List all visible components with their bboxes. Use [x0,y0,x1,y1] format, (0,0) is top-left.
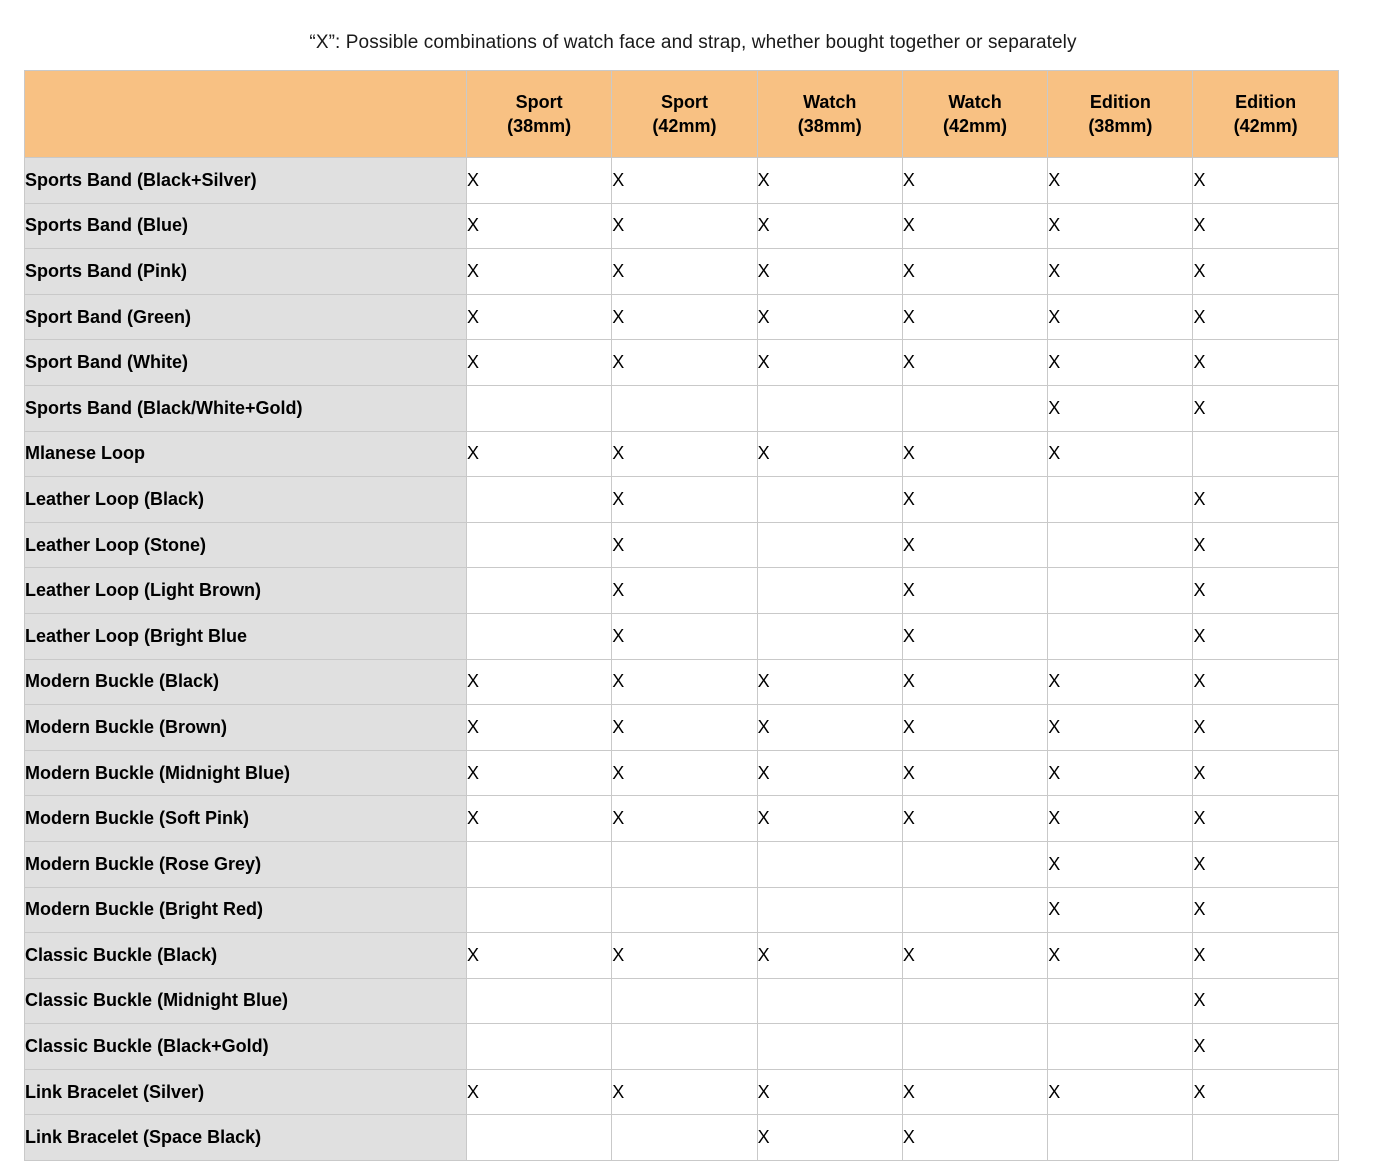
matrix-cell [612,1024,757,1070]
matrix-cell: X [1193,841,1338,887]
column-header-watch-38 [757,71,902,158]
table-row [25,978,1339,1024]
matrix-cell: X [467,933,612,979]
matrix-cell [612,841,757,887]
matrix-cell [467,522,612,568]
matrix-cell: X [757,158,902,204]
matrix-cell: X [1048,158,1193,204]
matrix-cell: X [902,431,1047,477]
matrix-table [24,70,1339,1161]
matrix-cell [467,477,612,523]
matrix-cell [612,978,757,1024]
table-row [25,1069,1339,1115]
table-row [25,340,1339,386]
row-header-label: Classic Buckle (Black+Gold) [25,1024,467,1070]
matrix-cell: X [1193,158,1338,204]
matrix-cell [1048,568,1193,614]
column-header-watch-42 [902,71,1047,158]
matrix-cell: X [757,705,902,751]
matrix-cell: X [1048,294,1193,340]
matrix-cell: X [902,522,1047,568]
page-title: “X”: Possible combinations of watch face and strap, whether bought together or separately [309,32,1077,53]
matrix-cell: X [467,796,612,842]
row-header-label: Sport Band (Green) [25,294,467,340]
row-header-label: Modern Buckle (Black) [25,659,467,705]
table-row [25,659,1339,705]
column-header-line2: (42mm) [1233,116,1298,136]
table-body [25,158,1339,1161]
matrix-cell [757,978,902,1024]
row-header-label: Leather Loop (Stone) [25,522,467,568]
matrix-cell: X [1193,1024,1338,1070]
compatibility-matrix [24,70,1362,1161]
matrix-cell: X [1048,431,1193,477]
matrix-cell: X [1048,887,1193,933]
matrix-cell: X [612,431,757,477]
matrix-cell [467,1024,612,1070]
matrix-cell: X [612,796,757,842]
matrix-cell: X [757,659,902,705]
matrix-cell: X [1193,887,1338,933]
matrix-cell [902,887,1047,933]
column-header-line2: (38mm) [797,116,862,136]
matrix-cell: X [1193,294,1338,340]
row-header-label: Leather Loop (Light Brown) [25,568,467,614]
matrix-cell [467,887,612,933]
matrix-cell: X [467,705,612,751]
table-row [25,613,1339,659]
column-header-line1: Watch [803,91,857,112]
column-header-line1: Sport [660,91,708,112]
table-row [25,1024,1339,1070]
row-header-label: Classic Buckle (Black) [25,933,467,979]
matrix-cell: X [612,340,757,386]
column-header-edition-42 [1193,71,1338,158]
matrix-cell [1048,1115,1193,1161]
matrix-cell: X [757,203,902,249]
matrix-cell: X [902,158,1047,204]
table-row [25,841,1339,887]
matrix-cell: X [612,249,757,295]
matrix-cell: X [902,294,1047,340]
matrix-cell: X [902,203,1047,249]
matrix-cell: X [467,431,612,477]
matrix-cell: X [1193,933,1338,979]
matrix-cell [757,887,902,933]
matrix-cell [467,1115,612,1161]
matrix-cell: X [1193,477,1338,523]
matrix-cell: X [1193,796,1338,842]
column-header-sport-38 [467,71,612,158]
matrix-cell: X [467,158,612,204]
matrix-cell: X [467,249,612,295]
matrix-cell [757,522,902,568]
row-header-label: Modern Buckle (Soft Pink) [25,796,467,842]
table-row [25,477,1339,523]
matrix-cell [902,385,1047,431]
matrix-cell: X [1193,613,1338,659]
table-row [25,887,1339,933]
matrix-cell: X [902,1115,1047,1161]
row-header-label: Modern Buckle (Rose Grey) [25,841,467,887]
matrix-cell: X [757,1069,902,1115]
matrix-cell [467,841,612,887]
matrix-cell: X [1048,705,1193,751]
matrix-cell: X [757,340,902,386]
matrix-cell: X [612,933,757,979]
row-header-label: Link Bracelet (Space Black) [25,1115,467,1161]
row-header-label: Modern Buckle (Midnight Blue) [25,750,467,796]
matrix-cell: X [902,477,1047,523]
table-row [25,294,1339,340]
matrix-cell: X [1193,340,1338,386]
matrix-cell: X [1193,705,1338,751]
matrix-cell: X [467,659,612,705]
column-header-line2: (42mm) [943,116,1008,136]
matrix-cell [902,978,1047,1024]
matrix-cell [757,841,902,887]
matrix-cell [757,477,902,523]
matrix-cell: X [757,431,902,477]
matrix-cell: X [1193,659,1338,705]
matrix-cell: X [902,568,1047,614]
matrix-cell: X [1048,340,1193,386]
matrix-cell: X [612,203,757,249]
column-header-line1: Watch [948,91,1002,112]
matrix-cell: X [1193,249,1338,295]
row-header-label: Modern Buckle (Brown) [25,705,467,751]
matrix-cell: X [757,750,902,796]
header-corner [25,71,467,158]
matrix-cell [467,613,612,659]
table-row [25,1115,1339,1161]
header-row [25,71,1339,158]
row-header-label: Modern Buckle (Bright Red) [25,887,467,933]
matrix-cell: X [1048,659,1193,705]
column-header-edition-38 [1048,71,1193,158]
matrix-cell [612,385,757,431]
matrix-cell: X [902,1069,1047,1115]
row-header-label: Sports Band (Blue) [25,203,467,249]
matrix-cell: X [467,1069,612,1115]
matrix-cell: X [757,933,902,979]
matrix-cell: X [902,705,1047,751]
matrix-cell: X [612,613,757,659]
matrix-cell: X [612,477,757,523]
table-row [25,568,1339,614]
table-row [25,750,1339,796]
matrix-cell [1048,978,1193,1024]
table-row [25,385,1339,431]
matrix-cell: X [467,340,612,386]
matrix-cell [757,568,902,614]
row-header-label: Leather Loop (Bright Blue [25,613,467,659]
table-row [25,796,1339,842]
matrix-cell [1048,613,1193,659]
matrix-cell [757,1024,902,1070]
matrix-cell [1048,522,1193,568]
matrix-cell: X [1048,841,1193,887]
matrix-cell: X [902,340,1047,386]
matrix-cell: X [1048,203,1193,249]
matrix-cell: X [612,522,757,568]
matrix-cell [902,841,1047,887]
matrix-cell: X [1193,522,1338,568]
matrix-cell [467,385,612,431]
matrix-cell: X [1048,796,1193,842]
matrix-cell [1048,477,1193,523]
row-header-label: Sports Band (Pink) [25,249,467,295]
column-header-line1: Sport [515,91,563,112]
column-header-sport-42 [612,71,757,158]
table-row [25,705,1339,751]
matrix-cell: X [1048,933,1193,979]
matrix-cell: X [612,750,757,796]
matrix-cell: X [1193,385,1338,431]
matrix-cell: X [612,1069,757,1115]
matrix-cell [467,978,612,1024]
row-header-label: Link Bracelet (Silver) [25,1069,467,1115]
matrix-cell: X [902,659,1047,705]
matrix-cell [757,613,902,659]
column-header-line1: Edition [1089,91,1151,112]
matrix-cell [612,887,757,933]
matrix-cell: X [612,705,757,751]
matrix-cell: X [1193,1069,1338,1115]
matrix-cell: X [902,249,1047,295]
matrix-cell: X [467,750,612,796]
matrix-cell: X [612,568,757,614]
table-row [25,203,1339,249]
matrix-cell: X [1193,978,1338,1024]
matrix-cell: X [1193,203,1338,249]
matrix-cell [1048,1024,1193,1070]
matrix-cell: X [1048,385,1193,431]
matrix-cell: X [1048,1069,1193,1115]
column-header-line2: (42mm) [652,116,717,136]
table-row [25,249,1339,295]
table-row [25,522,1339,568]
table-header [25,71,1339,158]
matrix-cell: X [612,158,757,204]
matrix-cell [467,568,612,614]
matrix-cell: X [757,796,902,842]
matrix-cell: X [902,613,1047,659]
row-header-label: Mlanese Loop [25,431,467,477]
matrix-cell: X [757,249,902,295]
matrix-cell: X [1193,568,1338,614]
matrix-cell: X [612,294,757,340]
matrix-cell: X [902,796,1047,842]
matrix-cell: X [757,294,902,340]
column-header-line2: (38mm) [507,116,572,136]
matrix-cell: X [467,203,612,249]
row-header-label: Sport Band (White) [25,340,467,386]
matrix-cell: X [1193,750,1338,796]
matrix-cell [902,1024,1047,1070]
matrix-cell: X [757,1115,902,1161]
column-header-line1: Edition [1235,91,1297,112]
matrix-cell [757,385,902,431]
matrix-cell: X [902,933,1047,979]
matrix-cell [612,1115,757,1161]
row-header-label: Classic Buckle (Midnight Blue) [25,978,467,1024]
matrix-cell: X [902,750,1047,796]
table-row [25,933,1339,979]
table-row [25,158,1339,204]
matrix-cell: X [1048,750,1193,796]
matrix-cell: X [467,294,612,340]
matrix-cell [1193,1115,1338,1161]
column-header-line2: (38mm) [1088,116,1153,136]
matrix-cell [1193,431,1338,477]
row-header-label: Leather Loop (Black) [25,477,467,523]
row-header-label: Sports Band (Black/White+Gold) [25,385,467,431]
row-header-label: Sports Band (Black+Silver) [25,158,467,204]
matrix-cell: X [612,659,757,705]
matrix-cell: X [1048,249,1193,295]
table-row [25,431,1339,477]
